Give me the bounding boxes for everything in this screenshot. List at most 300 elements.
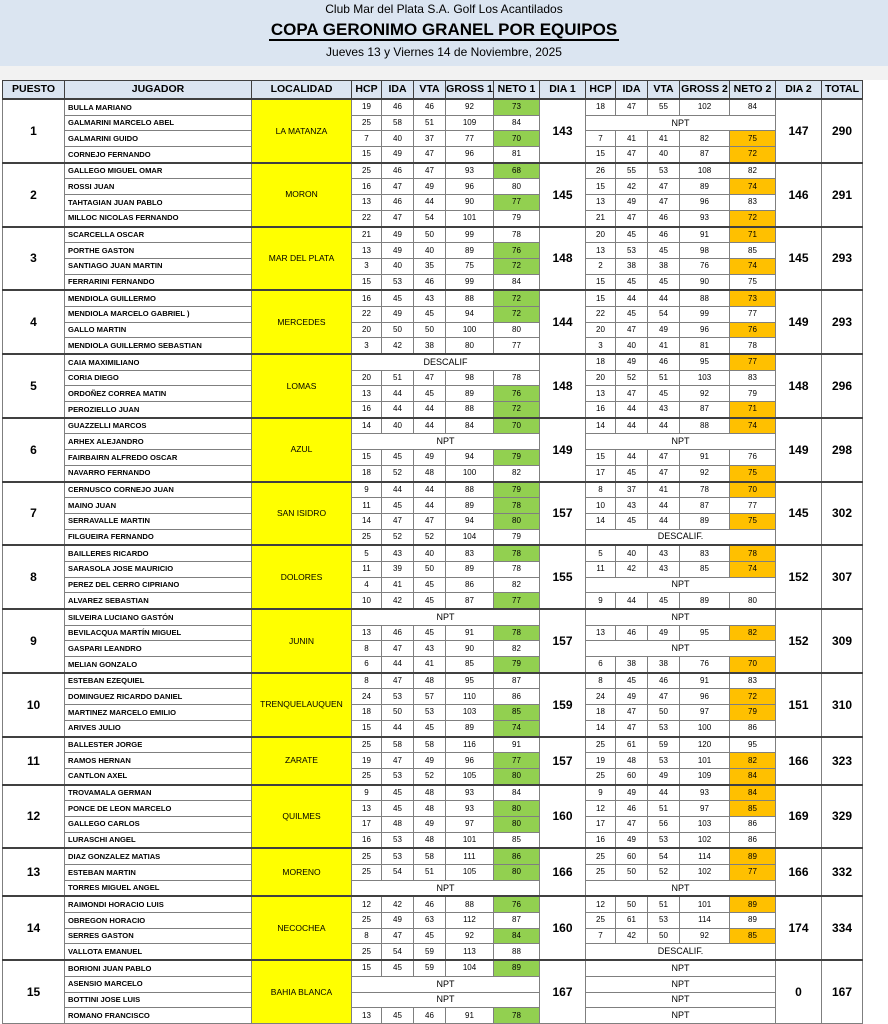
day1-ida: 49 bbox=[382, 227, 414, 243]
day1-hcp: 16 bbox=[352, 402, 382, 418]
player-row bbox=[3, 801, 863, 817]
day2-neto: 79 bbox=[730, 386, 776, 402]
day2-gross: 102 bbox=[680, 865, 730, 881]
day2-neto: 76 bbox=[730, 322, 776, 338]
team-total: 293 bbox=[822, 227, 863, 291]
day1-neto: 78 bbox=[494, 561, 540, 577]
col-neto1: NETO 1 bbox=[494, 81, 540, 100]
day2-neto: 75 bbox=[730, 513, 776, 529]
day2-gross: 88 bbox=[680, 290, 730, 306]
day1-ida: 47 bbox=[382, 673, 414, 689]
day2-neto: 74 bbox=[730, 561, 776, 577]
team-total: 332 bbox=[822, 848, 863, 896]
day1-hcp: 3 bbox=[352, 258, 382, 274]
day2-hcp: 25 bbox=[586, 913, 616, 929]
day1-gross: 93 bbox=[446, 785, 494, 801]
team-dia2: 149 bbox=[776, 290, 822, 354]
day1-hcp: 3 bbox=[352, 338, 382, 354]
player-name: BAILLERES RICARDO bbox=[65, 545, 252, 561]
day2-vta: 49 bbox=[648, 768, 680, 784]
day2-vta: 44 bbox=[648, 418, 680, 434]
day1-neto: 91 bbox=[494, 737, 540, 753]
team-dia2: 169 bbox=[776, 785, 822, 849]
day2-hcp: 18 bbox=[586, 705, 616, 721]
day2-neto: 95 bbox=[730, 737, 776, 753]
day1-vta: 43 bbox=[414, 290, 446, 306]
player-name: DOMINGUEZ RICARDO DANIEL bbox=[65, 689, 252, 705]
day1-gross: 104 bbox=[446, 960, 494, 976]
day1-vta: 58 bbox=[414, 848, 446, 864]
team-dia1: 157 bbox=[540, 609, 586, 673]
player-row bbox=[3, 195, 863, 211]
day1-vta: 54 bbox=[414, 210, 446, 226]
day1-ida: 54 bbox=[382, 944, 414, 960]
day2-vta: 53 bbox=[648, 720, 680, 736]
day1-neto: 82 bbox=[494, 577, 540, 593]
day2-gross: 120 bbox=[680, 737, 730, 753]
day2-ida: 53 bbox=[616, 243, 648, 259]
day1-vta: 45 bbox=[414, 593, 446, 609]
player-name: FILGUEIRA FERNANDO bbox=[65, 529, 252, 545]
day1-ida: 53 bbox=[382, 832, 414, 848]
day2-hcp: 15 bbox=[586, 290, 616, 306]
day1-hcp: 20 bbox=[352, 322, 382, 338]
day1-hcp: 24 bbox=[352, 689, 382, 705]
team-puesto: 7 bbox=[3, 482, 65, 546]
team-dia2: 0 bbox=[776, 960, 822, 1023]
player-row bbox=[3, 210, 863, 226]
day2-gross: 76 bbox=[680, 258, 730, 274]
player-row bbox=[3, 960, 863, 976]
day1-hcp: 11 bbox=[352, 498, 382, 514]
day2-status: NPT bbox=[586, 115, 776, 131]
player-name: BULLA MARIANO bbox=[65, 99, 252, 115]
day1-gross: 101 bbox=[446, 210, 494, 226]
day1-neto: 80 bbox=[494, 816, 540, 832]
day1-neto: 80 bbox=[494, 179, 540, 195]
day1-neto: 80 bbox=[494, 801, 540, 817]
day2-neto: 75 bbox=[730, 131, 776, 147]
player-row bbox=[3, 944, 863, 960]
team-total: 291 bbox=[822, 163, 863, 227]
day2-ida: 41 bbox=[616, 131, 648, 147]
day1-gross: 87 bbox=[446, 593, 494, 609]
day2-hcp: 21 bbox=[586, 210, 616, 226]
player-name: PEROZIELLO JUAN bbox=[65, 402, 252, 418]
day1-gross: 110 bbox=[446, 689, 494, 705]
day2-ida: 55 bbox=[616, 163, 648, 179]
day2-gross: 82 bbox=[680, 131, 730, 147]
day1-vta: 59 bbox=[414, 960, 446, 976]
day1-gross: 91 bbox=[446, 1008, 494, 1024]
player-name: GALLEGO CARLOS bbox=[65, 816, 252, 832]
team-puesto: 1 bbox=[3, 99, 65, 163]
day2-ida: 37 bbox=[616, 482, 648, 498]
tournament-dates: Jueves 13 y Viernes 14 de Noviembre, 2025 bbox=[326, 45, 562, 59]
player-row bbox=[3, 386, 863, 402]
day2-gross: 108 bbox=[680, 163, 730, 179]
day2-hcp: 25 bbox=[586, 865, 616, 881]
day2-vta: 46 bbox=[648, 227, 680, 243]
day1-hcp: 15 bbox=[352, 274, 382, 290]
player-row bbox=[3, 625, 863, 641]
day2-vta: 54 bbox=[648, 306, 680, 322]
day2-hcp: 15 bbox=[586, 450, 616, 466]
day1-neto: 68 bbox=[494, 163, 540, 179]
day1-ida: 52 bbox=[382, 529, 414, 545]
team-dia2: 166 bbox=[776, 737, 822, 785]
day1-neto: 89 bbox=[494, 960, 540, 976]
team-dia1: 167 bbox=[540, 960, 586, 1023]
day2-neto: 74 bbox=[730, 179, 776, 195]
day1-vta: 45 bbox=[414, 577, 446, 593]
day1-hcp: 13 bbox=[352, 1008, 382, 1024]
day2-gross: 76 bbox=[680, 657, 730, 673]
day1-status: DESCALIF bbox=[352, 354, 540, 370]
club-name: Club Mar del Plata S.A. Golf Los Acantilados bbox=[325, 2, 563, 16]
day1-gross: 93 bbox=[446, 801, 494, 817]
day1-vta: 46 bbox=[414, 99, 446, 115]
day1-vta: 52 bbox=[414, 768, 446, 784]
day1-ida: 44 bbox=[382, 386, 414, 402]
day1-hcp: 13 bbox=[352, 386, 382, 402]
day2-vta: 45 bbox=[648, 243, 680, 259]
player-row bbox=[3, 418, 863, 434]
day1-neto: 80 bbox=[494, 513, 540, 529]
day2-neto: 80 bbox=[730, 593, 776, 609]
player-row bbox=[3, 179, 863, 195]
day1-vta: 38 bbox=[414, 338, 446, 354]
day2-ida: 40 bbox=[616, 545, 648, 561]
team-puesto: 6 bbox=[3, 418, 65, 482]
day2-hcp: 7 bbox=[586, 928, 616, 944]
day2-hcp: 13 bbox=[586, 625, 616, 641]
player-row bbox=[3, 322, 863, 338]
day2-neto: 86 bbox=[730, 816, 776, 832]
col-neto2: NETO 2 bbox=[730, 81, 776, 100]
day2-neto: 70 bbox=[730, 482, 776, 498]
day2-gross: 87 bbox=[680, 402, 730, 418]
player-row bbox=[3, 338, 863, 354]
player-row bbox=[3, 434, 863, 450]
day1-vta: 47 bbox=[414, 163, 446, 179]
day1-neto: 78 bbox=[494, 545, 540, 561]
day1-hcp: 19 bbox=[352, 753, 382, 769]
day1-vta: 40 bbox=[414, 243, 446, 259]
team-localidad: LA MATANZA bbox=[252, 99, 352, 163]
day1-status: NPT bbox=[352, 880, 540, 896]
team-localidad: SAN ISIDRO bbox=[252, 482, 352, 546]
player-name: CANTLON AXEL bbox=[65, 768, 252, 784]
day1-neto: 78 bbox=[494, 227, 540, 243]
day2-ida: 47 bbox=[616, 705, 648, 721]
day2-vta: 38 bbox=[648, 258, 680, 274]
team-total: 323 bbox=[822, 737, 863, 785]
day2-ida: 47 bbox=[616, 147, 648, 163]
player-name: RAIMONDI HORACIO LUIS bbox=[65, 896, 252, 912]
day1-ida: 50 bbox=[382, 705, 414, 721]
team-localidad: MORENO bbox=[252, 848, 352, 896]
day2-ida: 38 bbox=[616, 657, 648, 673]
day1-vta: 46 bbox=[414, 274, 446, 290]
day1-ida: 58 bbox=[382, 115, 414, 131]
day1-ida: 47 bbox=[382, 179, 414, 195]
player-row bbox=[3, 768, 863, 784]
player-row bbox=[3, 785, 863, 801]
day1-neto: 84 bbox=[494, 928, 540, 944]
day2-vta: 44 bbox=[648, 785, 680, 801]
day1-hcp: 25 bbox=[352, 529, 382, 545]
player-row bbox=[3, 243, 863, 259]
day1-vta: 46 bbox=[414, 1008, 446, 1024]
day1-vta: 44 bbox=[414, 498, 446, 514]
day2-gross: 103 bbox=[680, 370, 730, 386]
day1-neto: 78 bbox=[494, 370, 540, 386]
day2-vta: 53 bbox=[648, 913, 680, 929]
day1-neto: 81 bbox=[494, 147, 540, 163]
day2-gross: 89 bbox=[680, 513, 730, 529]
day2-hcp: 5 bbox=[586, 545, 616, 561]
day1-vta: 48 bbox=[414, 465, 446, 481]
day2-hcp: 20 bbox=[586, 227, 616, 243]
player-row bbox=[3, 737, 863, 753]
day2-hcp: 10 bbox=[586, 498, 616, 514]
day2-hcp: 16 bbox=[586, 402, 616, 418]
player-row bbox=[3, 848, 863, 864]
team-total: 167 bbox=[822, 960, 863, 1023]
day1-ida: 45 bbox=[382, 498, 414, 514]
day1-neto: 86 bbox=[494, 689, 540, 705]
day1-ida: 46 bbox=[382, 625, 414, 641]
day2-ida: 61 bbox=[616, 737, 648, 753]
player-row bbox=[3, 227, 863, 243]
day1-vta: 44 bbox=[414, 402, 446, 418]
team-dia1: 159 bbox=[540, 673, 586, 737]
day1-neto: 72 bbox=[494, 306, 540, 322]
team-localidad: ZARATE bbox=[252, 737, 352, 785]
day1-ida: 44 bbox=[382, 402, 414, 418]
day2-ida: 45 bbox=[616, 513, 648, 529]
team-total: 296 bbox=[822, 354, 863, 418]
day2-gross: 91 bbox=[680, 450, 730, 466]
day2-vta: 47 bbox=[648, 179, 680, 195]
day2-gross: 103 bbox=[680, 816, 730, 832]
day2-vta: 41 bbox=[648, 131, 680, 147]
player-row bbox=[3, 657, 863, 673]
team-localidad: NECOCHEA bbox=[252, 896, 352, 960]
day1-hcp: 25 bbox=[352, 865, 382, 881]
day1-vta: 51 bbox=[414, 865, 446, 881]
day2-vta: 59 bbox=[648, 737, 680, 753]
day1-hcp: 14 bbox=[352, 418, 382, 434]
day2-neto: 70 bbox=[730, 657, 776, 673]
team-total: 310 bbox=[822, 673, 863, 737]
day1-neto: 72 bbox=[494, 258, 540, 274]
day2-neto: 74 bbox=[730, 258, 776, 274]
day2-gross: 91 bbox=[680, 227, 730, 243]
player-name: GALLO MARTIN bbox=[65, 322, 252, 338]
day1-ida: 42 bbox=[382, 593, 414, 609]
team-dia1: 148 bbox=[540, 227, 586, 291]
day1-gross: 105 bbox=[446, 768, 494, 784]
day1-gross: 99 bbox=[446, 227, 494, 243]
day1-gross: 103 bbox=[446, 705, 494, 721]
day1-hcp: 25 bbox=[352, 768, 382, 784]
day2-hcp: 25 bbox=[586, 768, 616, 784]
day1-gross: 100 bbox=[446, 465, 494, 481]
team-dia2: 148 bbox=[776, 354, 822, 418]
player-name: ARIVES JULIO bbox=[65, 720, 252, 736]
day1-hcp: 4 bbox=[352, 577, 382, 593]
day1-hcp: 25 bbox=[352, 115, 382, 131]
player-row bbox=[3, 529, 863, 545]
day1-ida: 50 bbox=[382, 322, 414, 338]
day2-ida: 46 bbox=[616, 625, 648, 641]
player-name: TORRES MIGUEL ANGEL bbox=[65, 880, 252, 896]
day2-ida: 61 bbox=[616, 913, 648, 929]
day1-gross: 98 bbox=[446, 370, 494, 386]
day2-gross: 81 bbox=[680, 338, 730, 354]
day2-status: DESCALIF. bbox=[586, 944, 776, 960]
day2-hcp: 15 bbox=[586, 147, 616, 163]
day2-hcp: 11 bbox=[586, 561, 616, 577]
day1-ida: 40 bbox=[382, 258, 414, 274]
player-row bbox=[3, 115, 863, 131]
day1-vta: 37 bbox=[414, 131, 446, 147]
day1-hcp: 15 bbox=[352, 147, 382, 163]
day1-ida: 46 bbox=[382, 99, 414, 115]
day2-gross: 91 bbox=[680, 673, 730, 689]
day2-neto: 85 bbox=[730, 243, 776, 259]
day2-neto: 78 bbox=[730, 338, 776, 354]
day1-neto: 86 bbox=[494, 848, 540, 864]
team-localidad: JUNIN bbox=[252, 609, 352, 673]
day2-neto: 86 bbox=[730, 832, 776, 848]
day2-hcp: 12 bbox=[586, 896, 616, 912]
day1-hcp: 11 bbox=[352, 561, 382, 577]
day1-ida: 44 bbox=[382, 720, 414, 736]
team-localidad: LOMAS bbox=[252, 354, 352, 418]
player-name: GALLEGO MIGUEL OMAR bbox=[65, 163, 252, 179]
day2-vta: 46 bbox=[648, 673, 680, 689]
team-dia2: 174 bbox=[776, 896, 822, 960]
day1-hcp: 13 bbox=[352, 195, 382, 211]
player-name: RAMOS HERNAN bbox=[65, 753, 252, 769]
player-row bbox=[3, 992, 863, 1008]
player-row bbox=[3, 258, 863, 274]
day1-neto: 70 bbox=[494, 131, 540, 147]
day1-neto: 87 bbox=[494, 913, 540, 929]
day2-neto: 77 bbox=[730, 865, 776, 881]
player-name: VALLOTA EMANUEL bbox=[65, 944, 252, 960]
day2-neto: 77 bbox=[730, 354, 776, 370]
day1-status: NPT bbox=[352, 992, 540, 1008]
day2-ida: 49 bbox=[616, 785, 648, 801]
team-dia2: 145 bbox=[776, 482, 822, 546]
team-dia2: 152 bbox=[776, 545, 822, 609]
day2-vta: 46 bbox=[648, 354, 680, 370]
day2-ida: 48 bbox=[616, 753, 648, 769]
day2-gross: 95 bbox=[680, 354, 730, 370]
day1-gross: 94 bbox=[446, 513, 494, 529]
day2-status: NPT bbox=[586, 609, 776, 625]
day2-ida: 44 bbox=[616, 593, 648, 609]
player-row bbox=[3, 370, 863, 386]
day1-vta: 49 bbox=[414, 179, 446, 195]
team-puesto: 9 bbox=[3, 609, 65, 673]
day2-neto: 89 bbox=[730, 848, 776, 864]
day1-ida: 44 bbox=[382, 657, 414, 673]
day2-hcp: 17 bbox=[586, 465, 616, 481]
day2-gross: 96 bbox=[680, 689, 730, 705]
day2-vta: 43 bbox=[648, 402, 680, 418]
day1-hcp: 15 bbox=[352, 720, 382, 736]
day1-ida: 49 bbox=[382, 306, 414, 322]
team-puesto: 15 bbox=[3, 960, 65, 1023]
day2-hcp: 6 bbox=[586, 657, 616, 673]
day2-hcp: 13 bbox=[586, 243, 616, 259]
day2-ida: 40 bbox=[616, 338, 648, 354]
day1-neto: 84 bbox=[494, 785, 540, 801]
day2-vta: 53 bbox=[648, 753, 680, 769]
day1-neto: 85 bbox=[494, 705, 540, 721]
day2-hcp: 25 bbox=[586, 848, 616, 864]
player-name: TROVAMALA GERMAN bbox=[65, 785, 252, 801]
player-name: ALVAREZ SEBASTIAN bbox=[65, 593, 252, 609]
player-row bbox=[3, 976, 863, 992]
day1-ida: 47 bbox=[382, 928, 414, 944]
day1-hcp: 18 bbox=[352, 465, 382, 481]
day2-vta: 50 bbox=[648, 705, 680, 721]
day1-vta: 40 bbox=[414, 545, 446, 561]
day1-gross: 84 bbox=[446, 418, 494, 434]
day1-vta: 50 bbox=[414, 561, 446, 577]
day1-hcp: 9 bbox=[352, 482, 382, 498]
day2-neto: 72 bbox=[730, 210, 776, 226]
day1-vta: 47 bbox=[414, 513, 446, 529]
player-row bbox=[3, 689, 863, 705]
player-name: CERNUSCO CORNEJO JUAN bbox=[65, 482, 252, 498]
player-row bbox=[3, 147, 863, 163]
header-row bbox=[3, 81, 863, 100]
player-row bbox=[3, 928, 863, 944]
player-row bbox=[3, 513, 863, 529]
team-total: 329 bbox=[822, 785, 863, 849]
day2-gross: 97 bbox=[680, 705, 730, 721]
day2-ida: 44 bbox=[616, 450, 648, 466]
day2-vta: 41 bbox=[648, 482, 680, 498]
day2-gross: 101 bbox=[680, 753, 730, 769]
player-name: TAHTAGIAN JUAN PABLO bbox=[65, 195, 252, 211]
day1-gross: 89 bbox=[446, 498, 494, 514]
player-row bbox=[3, 561, 863, 577]
team-puesto: 13 bbox=[3, 848, 65, 896]
day1-vta: 45 bbox=[414, 625, 446, 641]
col-ida1: IDA bbox=[382, 81, 414, 100]
day1-gross: 113 bbox=[446, 944, 494, 960]
player-name: OBREGON HORACIO bbox=[65, 913, 252, 929]
day1-hcp: 5 bbox=[352, 545, 382, 561]
day2-gross: 96 bbox=[680, 195, 730, 211]
day1-ida: 47 bbox=[382, 753, 414, 769]
day2-gross: 89 bbox=[680, 179, 730, 195]
player-row bbox=[3, 816, 863, 832]
day1-neto: 87 bbox=[494, 673, 540, 689]
player-name: GALMARINI GUIDO bbox=[65, 131, 252, 147]
day2-status: NPT bbox=[586, 1008, 776, 1024]
player-row bbox=[3, 593, 863, 609]
player-name: ORDOÑEZ CORREA MATIN bbox=[65, 386, 252, 402]
